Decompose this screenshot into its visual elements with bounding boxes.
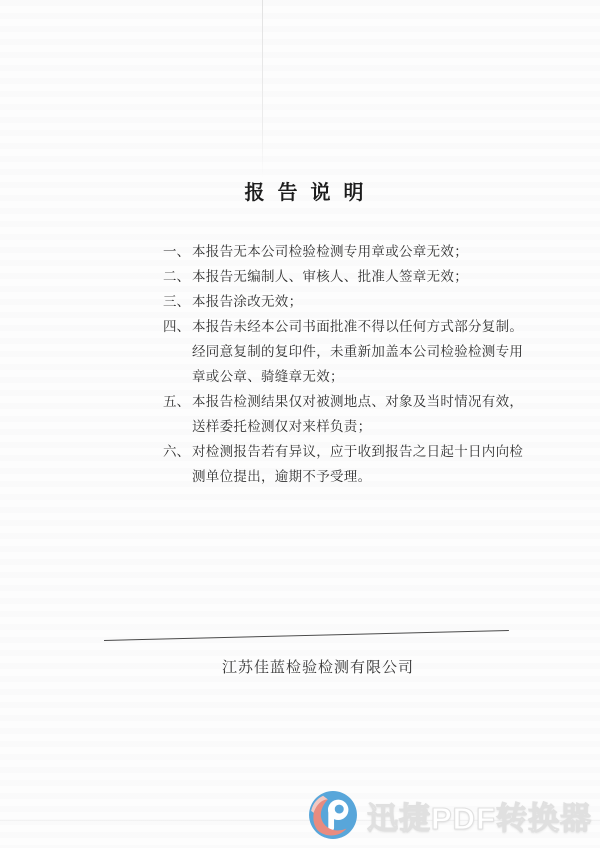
note-item xyxy=(163,289,523,314)
note-line: 本报告涂改无效； xyxy=(192,294,303,309)
note-line: 本报告未经本公司书面批准不得以任何方式部分复制。 xyxy=(192,319,524,334)
note-number: 五、 xyxy=(163,394,190,409)
note-line: 本报告检测结果仅对被测地点、对象及当时情况有效， xyxy=(192,394,524,409)
note-line: 对检测报告若有异议，应于收到报告之日起十日内向检 xyxy=(192,444,524,459)
note-item xyxy=(163,239,523,264)
note-item xyxy=(163,389,523,439)
note-number: 一、 xyxy=(163,244,190,259)
note-item xyxy=(163,314,523,389)
scan-crease-line xyxy=(262,0,263,178)
note-item xyxy=(163,439,523,489)
note-line: 本报告无本公司检验检测专用章或公章无效； xyxy=(192,244,468,259)
pdf-converter-logo-icon xyxy=(308,790,358,840)
watermark-brand-text: 迅捷PDF转换器 xyxy=(367,800,592,836)
company-name: 江苏佳蓝检验检测有限公司 xyxy=(221,660,414,676)
note-line: 本报告无编制人、审核人、批准人签章无效； xyxy=(192,269,468,284)
note-number: 六、 xyxy=(163,444,190,459)
note-line: 经同意复制的复印件，未重新加盖本公司检验检测专用 xyxy=(192,344,524,359)
report-notes-list xyxy=(163,239,523,489)
note-number: 四、 xyxy=(163,319,190,334)
note-number: 三、 xyxy=(163,294,190,309)
note-line: 章或公章、骑缝章无效； xyxy=(192,369,344,384)
note-number: 二、 xyxy=(163,269,190,284)
note-item xyxy=(163,264,523,289)
note-line: 送样委托检测仅对来样负责； xyxy=(192,419,372,434)
page-title: 报告说明 xyxy=(244,182,377,204)
footer-divider-line xyxy=(104,630,509,641)
note-line: 测单位提出，逾期不予受理。 xyxy=(192,469,372,484)
pdf-converter-watermark xyxy=(308,788,592,842)
